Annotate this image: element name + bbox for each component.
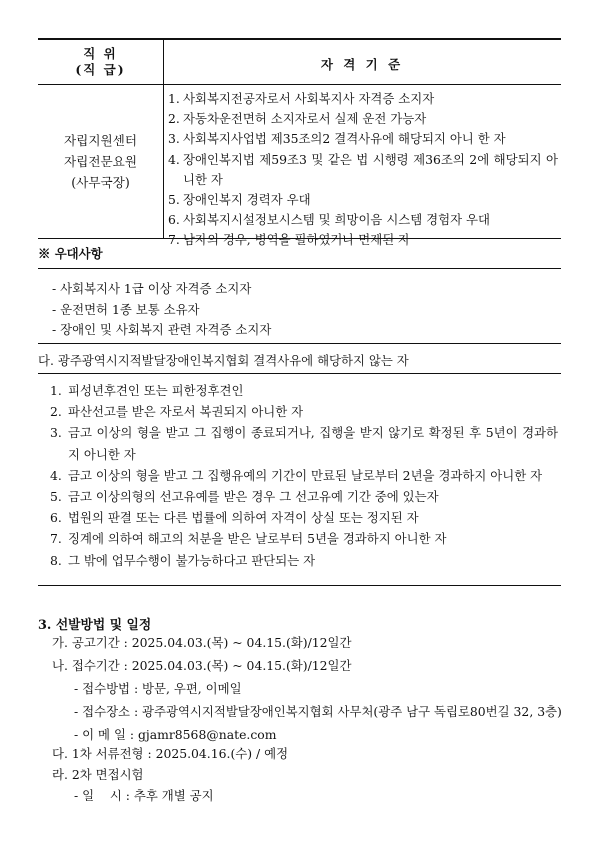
criteria-item: 1. 사회복지전공자로서 사회복지사 자격증 소지자 [168,91,435,106]
disqualification-item: 3. 금고 이상의 형을 받고 그 집행이 종료되거나, 집행을 받지 않기로 확정된 후 5년이 경과하지 아니한 자 [50,425,558,462]
criteria-item: 5. 장애인복지 경력자 우대 [168,192,311,208]
criteria-item: 4. 장애인복지법 제59조3 및 같은 법 시행령 제36조의 2에 해당되지 아니한 자 [168,151,558,187]
disqualification-item: 1. 피성년후견인 또는 피한정후견인 [50,383,244,398]
table-top-border [38,38,561,40]
position-line2: 자립전문요원 [64,154,137,169]
preference-item: - 사회복지사 1급 이상 자격증 소지자 [52,281,252,296]
disqualification-list [50,380,558,571]
disqualification-item: 8. 그 밖에 업무수행이 불가능하다고 판단되는 자 [50,552,316,568]
preference-item: - 운전면허 1종 보통 소유자 [52,301,200,317]
criteria-item: 3. 사회복지사업법 제35조의2 결격사유에 해당되지 아니 한 자 [168,131,506,147]
disqualification-item: 4. 금고 이상의 형을 받고 그 집행유예의 기간이 만료된 날로부터 2년을 경과하지 아니한 자 [50,467,543,483]
position-line1: 자립지원센터 [64,133,137,148]
contact-email[interactable]: - 이 메 일 : gjamr8568@nate.com [74,727,277,742]
second-interview: 라. 2차 면접시험 [52,767,144,782]
preference-bottom-border [38,343,561,344]
disqualification-item: 5. 금고 이상의형의 선고유예를 받은 경우 그 선고유예 기간 중에 있는자 [50,489,439,505]
announce-period: 가. 공고기간 : 2025.04.03.(목) ~ 04.15.(화)/12일간 [52,635,352,650]
disqualification-separator [38,373,561,374]
preference-list [52,279,271,341]
receipt-period: 나. 접수기간 : 2025.04.03.(목) ~ 04.15.(화)/12일간 [52,658,352,673]
disqualification-item: 6. 법원의 판결 또는 다른 법률에 의하여 자격이 상실 또는 정지된 자 [50,510,419,526]
header-position-line2: (직 급) [75,62,126,77]
criteria-item: 7. 남자의 경우, 병역을 필하였거나 면제된 자 [168,232,411,248]
table-header-criteria: 자 격 기 준 [320,57,404,72]
first-screening: 다. 1차 서류전형 : 2025.04.16.(수) / 예정 [52,746,289,761]
disqualification-item: 7. 징계에 의하여 해고의 처분을 받은 날로부터 5년을 경과하지 아니한 자 [50,531,447,547]
preference-separator [38,268,561,269]
header-position-line1: 직 위 [83,46,118,61]
table-header-position [38,46,163,78]
receipt-method: - 접수방법 : 방문, 우편, 이메일 [74,681,242,696]
section3-title: 3. 선발방법 및 일정 [38,618,152,633]
preference-title: ※ 우대사항 [38,246,103,261]
criteria-item: 2. 자동차운전면허 소지자로서 실제 운전 가능자 [168,111,427,127]
criteria-item: 6. 사회복지시설정보시스템 및 희망이음 시스템 경험자 우대 [168,212,490,228]
disqualification-item: 2. 파산선고를 받은 자로서 복권되지 아니한 자 [50,404,304,420]
preference-item: - 장애인 및 사회복지 관련 자격증 소지자 [52,322,272,337]
position-line3: (사무국장) [71,175,130,190]
criteria-list [168,89,558,251]
disqualification-title: 다. 광주광역시지적발달장애인복지협회 결격사유에 해당하지 않는 자 [38,353,409,368]
table-header-separator [38,84,561,85]
disqualification-bottom-border [38,585,561,586]
position-cell [38,130,163,193]
interview-schedule: - 일 시 : 추후 개별 공지 [74,788,214,803]
receipt-place: - 접수장소 : 광주광역시지적발달장애인복지협회 사무처(광주 남구 독립로80번길 32, 3층) [74,704,562,719]
